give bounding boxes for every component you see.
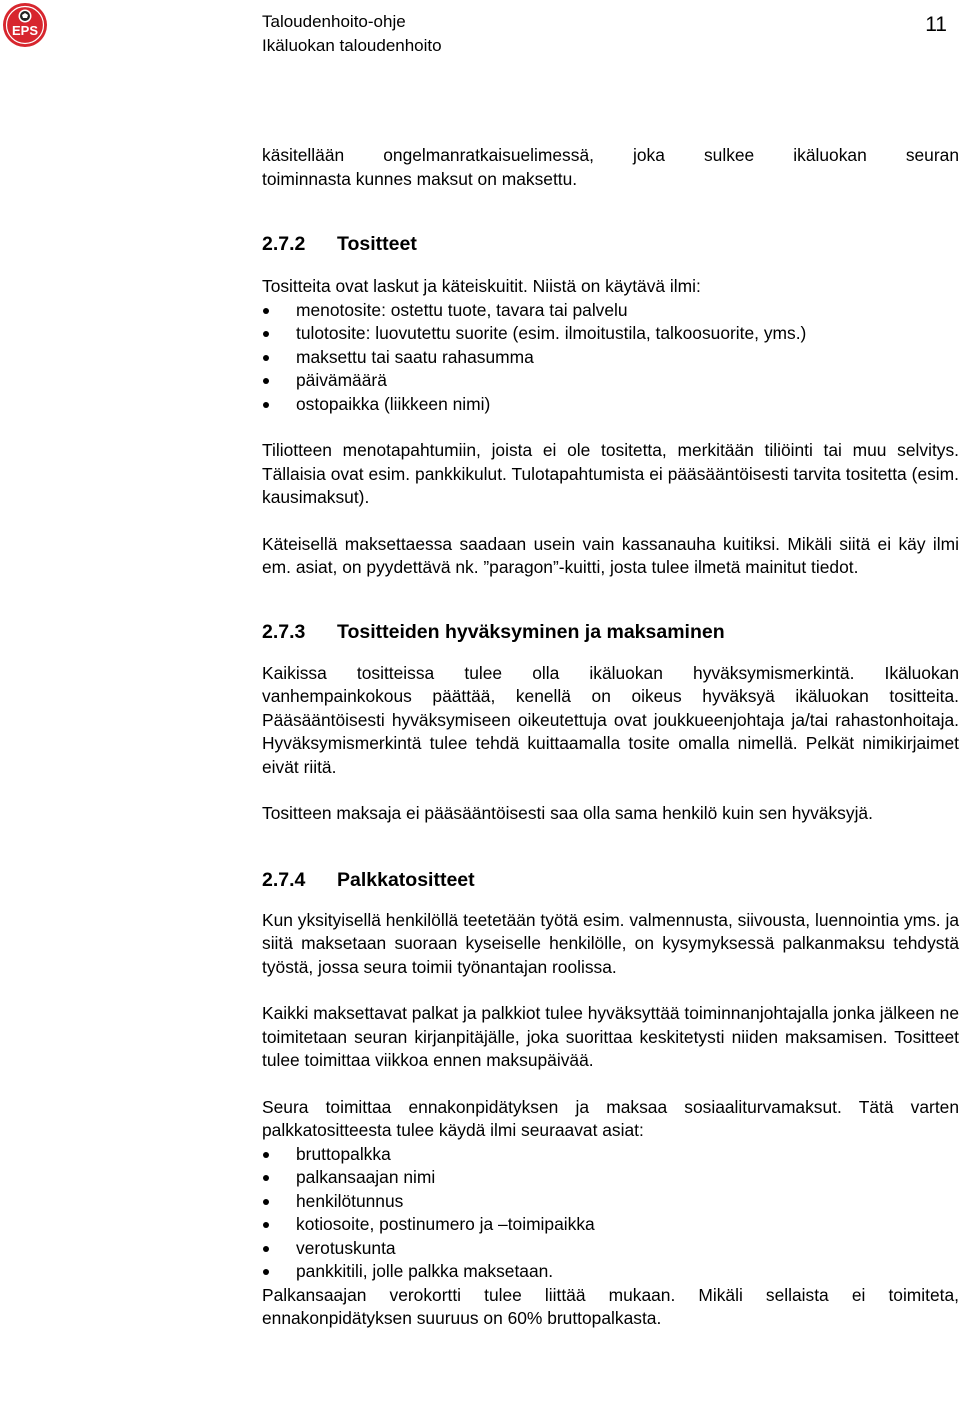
svg-text:EPS: EPS: [11, 23, 39, 38]
section-title: Tositteet: [337, 233, 417, 255]
section-title: Tositteiden hyväksyminen ja maksaminen: [337, 620, 725, 643]
tosite-requirements-list: [262, 299, 959, 417]
document-body: [262, 144, 959, 1331]
list-item: päivämäärä: [262, 369, 959, 393]
paragraph-tiliote: Tiliotteen menotapahtumiin, joista ei ole tositetta, merkitään tiliöinti tai muu selvitys. Tällaisia ovat esim. pankkikulut. Tulotapahtumista ei pääsääntöisesti tarvita tositetta (esim. kausimaksut).: [262, 440, 959, 507]
list-item: pankkitili, jolle palkka maksetaan.: [262, 1260, 959, 1284]
paragraph-palkanmaksu: Kun yksityisellä henkilöllä teetetään työtä esim. valmennusta, siivousta, luennointia yms. ja siitä maksetaan suoraan kyseiselle henkilölle, on kysymyksessä palkanmaksu tehdystä työstä, jossa seura toimii työnantajan roolissa.: [262, 909, 959, 977]
running-header: [262, 10, 442, 58]
list-item: tulotosite: luovutettu suorite (esim. ilmoitustila, talkoosuorite, yms.): [262, 322, 959, 346]
lead-sentence-2: Niistä on käytävä ilmi:: [532, 276, 701, 296]
section-number: 2.7.2: [262, 233, 306, 255]
section-title: Palkkatositteet: [337, 868, 475, 891]
list-item: verotuskunta: [262, 1237, 959, 1261]
paragraph-kateinen: Käteisellä maksettaessa saadaan usein vain kassanauha kuitiksi. Mikäli siitä ei käy ilmi em. asiat, on pyydettävä nk. ”paragon”-kuitti, josta tulee ilmetä mainitut tiedot.: [262, 533, 959, 577]
paragraph-ennakonpidatys: Seura toimittaa ennakonpidätyksen ja maksaa sosiaaliturvamaksut. Tätä varten palkkatositteesta tulee käydä ilmi seuraavat asiat:: [262, 1096, 959, 1140]
lead-sentence-1: Tositteita ovat laskut ja käteiskuitit.: [262, 276, 528, 296]
section-number: 2.7.3: [262, 620, 306, 643]
intro-line-1: käsitellään ongelmanratkaisuelimessä, joka sulkee ikäluokan seuran: [262, 145, 959, 165]
list-item: henkilötunnus: [262, 1190, 959, 1214]
list-item: maksettu tai saatu rahasumma: [262, 346, 959, 370]
paragraph-verokortti: Palkansaajan verokortti tulee liittää mukaan. Mikäli sellaista ei toimiteta, ennakonpidätyksen suuruus on 60% bruttopalkasta.: [262, 1284, 959, 1328]
list-item: kotiosoite, postinumero ja –toimipaikka: [262, 1213, 959, 1237]
list-item: bruttopalkka: [262, 1143, 959, 1167]
header-subtitle: Ikäluokan taloudenhoito: [262, 36, 442, 55]
intro-line-2: toiminnasta kunnes maksut on maksettu.: [262, 168, 578, 189]
tositteet-lead: [262, 275, 959, 299]
list-item: palkansaajan nimi: [262, 1166, 959, 1190]
heading-2-7-3: [262, 620, 959, 644]
paragraph-hyvaksyminen: Kaikissa tositteissa tulee olla ikäluokan hyväksymismerkintä. Ikäluokan vanhempainkokous päättää, kenellä on oikeus hyväksyä ikäluokan tositteita. Pääsääntöisesti hyväksymiseen oikeutettuja ovat joukkueenjohtaja ja/tai rahastonhoitaja. Hyväksymismerkintä tulee tehdä kuittaamalla tosite omalla nimellä. Pelkät nimikirjaimet eivät riitä.: [262, 662, 959, 777]
list-item: menotosite: ostettu tuote, tavara tai palvelu: [262, 299, 959, 323]
list-item: ostopaikka (liikkeen nimi): [262, 393, 959, 417]
section-number: 2.7.4: [262, 868, 306, 891]
page-number: 11: [925, 13, 947, 36]
club-logo: [2, 2, 48, 48]
heading-2-7-2: [262, 232, 959, 256]
header-title: Taloudenhoito-ohje: [262, 12, 406, 31]
paragraph-hyvaksytys: Kaikki maksettavat palkat ja palkkiot tulee hyväksyttää toiminnanjohtajalla jonka jälkeen ne toimitetaan seuran kirjanpitäjälle, joka suorittaa keskitetysti niiden maksamisen. Tositteet tulee toimittaa viikkoa ennen maksupäivää.: [262, 1003, 959, 1070]
palkkatosite-requirements-list: [262, 1143, 959, 1284]
heading-2-7-4: [262, 868, 959, 892]
paragraph-maksaja: Tositteen maksaja ei pääsääntöisesti saa olla sama henkilö kuin sen hyväksyjä.: [262, 803, 873, 823]
